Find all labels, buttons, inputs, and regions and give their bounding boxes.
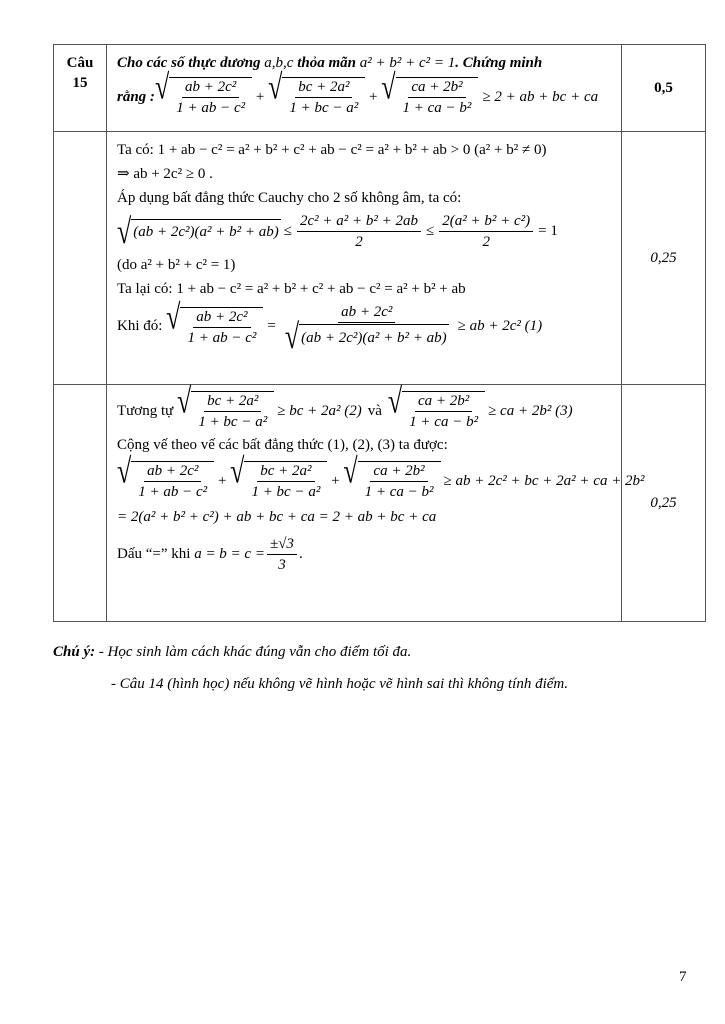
sqrt-term-1: √ $\frac{\text{ab + 2c²}}{\text{1 + ab − c²}}$ (155, 77, 252, 117)
question-label: Câu 15 (54, 45, 107, 132)
solution-part1: Ta có: 1 + ab − c² = a² + b² + c² + ab − c² = a² + b² + ab > 0 (a² + b² ≠ 0) ⇒ ab + 2c² ≥ 0 . Áp dụng bất đẳng thức Cauchy cho 2 số không âm, ta có: √ (ab + 2c²)(a² + b² + ab) ≤ $\frac{\text{2c² + a² + b² + 2ab}}{2}$ ≤ $\frac{\text{2(a² + b² + c²)}}{2}$ = 1 (do a² + b² + c² = 1) Ta lại có: 1 + ab − c² = a² + b² + c² + ab − c² = a² + b² + ab Khi đó: √ $\frac{\text{ab + 2c²}}{\text{1 + ab − c²}}$ = ab + 2c² √ (ab + 2c²)(a² + b² + ab) ≥ ab + 2c² (1) (107, 132, 622, 385)
sqrt-term-2: √ $\frac{\text{bc + 2a²}}{\text{1 + bc − a²}}$ (268, 77, 365, 117)
solution-part2: Tương tự √ $\frac{\text{bc + 2a²}}{\text{1 + bc − a²}}$ ≥ bc + 2a² (2) và √ $\frac{\text{ca + 2b²}}{\text{1 + ca − b²}}$ ≥ ca + 2b² (3) Cộng vế theo vế các bất đẳng thức (1), (2), (3) ta được: √ $\frac{\text{ab + 2c²}}{\text{1 + ab − c²}}$ + √ $\frac{\text{bc + 2a²}}{\text{1 + bc − a²}}$ + √ $\frac{\text{ca + 2b²}}{\text{1 + ca − b²}}$ ≥ ab + 2c² + bc + 2a² + ca + 2b² = 2(a² + b² + c²) + ab + bc + ca = 2 + ab + bc + ca Dấu “=” khi a = b = c = $\frac{\pm√3}{3}$ . (107, 385, 622, 622)
note-2: - Câu 14 (hình học) nếu không vẽ hình hoặc vẽ hình sai thì không tính điểm. (111, 676, 568, 692)
page-number: 7 (679, 969, 687, 985)
solution-part2-row (54, 385, 706, 622)
solution-part1-row (54, 132, 706, 385)
question-score: 0,5 (622, 45, 706, 132)
question-row (54, 45, 706, 132)
sqrt-term-3: √ $\frac{\text{ca + 2b²}}{\text{1 + ca − b²}}$ (381, 77, 478, 117)
note-1: - Học sinh làm cách khác đúng vẫn cho điểm tối đa. (98, 644, 412, 660)
question-statement: Cho các số thực dương a,b,c thỏa mãn a² + b² + c² = 1. Chứng minh rằng : √ $\frac{\text{ab + 2c²}}{\text{1 + ab − c²}}$ + √ $\frac{\text{bc + 2a²}}{\text{1 + bc − a²}}$ + √ $\frac{\text{ca + 2b²}}{\text{1 + ca − b²}}$ ≥ 2 + ab + bc + ca (107, 45, 622, 132)
equality-condition: Dấu “=” khi a = b = c = $\frac{\pm√3}{3}$ . (117, 536, 303, 573)
similar-inequalities: Tương tự √ $\frac{\text{bc + 2a²}}{\text{1 + bc − a²}}$ ≥ bc + 2a² (2) và √ $\frac{\text{ca + 2b²}}{\text{1 + ca − b²}}$ ≥ ca + 2b² (3) (117, 381, 573, 430)
notes-label: Chú ý: (53, 644, 96, 660)
part2-score: 0,25 (622, 385, 706, 622)
sum-inequality: √ $\frac{\text{ab + 2c²}}{\text{1 + ab − c²}}$ + √ $\frac{\text{bc + 2a²}}{\text{1 + bc − a²}}$ + √ $\frac{\text{ca + 2b²}}{\text{1 + ca − b²}}$ ≥ ab + 2c² + bc + 2a² + ca + 2b² (117, 451, 645, 500)
khi-do-inequality: Khi đó: √ $\frac{\text{ab + 2c²}}{\text{1 + ab − c²}}$ = ab + 2c² √ (ab + 2c²)(a² + b² + ab) ≥ ab + 2c² (1) (117, 296, 543, 356)
notes-section (53, 636, 568, 700)
cauchy-inequality: √ (ab + 2c²)(a² + b² + ab) ≤ $\frac{\text{2c² + a² + b² + 2ab}}{2}$ ≤ $\frac{\text{2(a² + b² + c²)}}{2}$ = 1 (117, 211, 558, 251)
part1-score: 0,25 (622, 132, 706, 385)
solution-table (53, 44, 706, 622)
